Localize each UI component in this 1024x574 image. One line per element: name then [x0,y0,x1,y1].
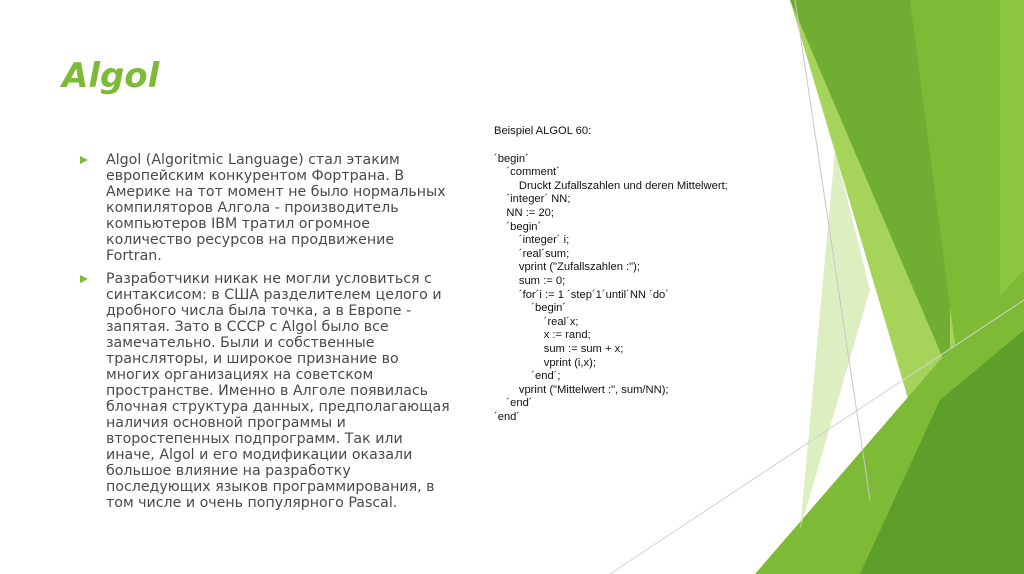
code-line: NN := 20; [494,206,555,219]
bullet-item [80,152,452,264]
code-line: ´end´ [494,397,533,410]
code-line: x := rand; [494,329,591,342]
code-line: ´real´x; [494,315,579,328]
code-line: ´integer´ i; [494,234,570,247]
code-line: vprint ("Zufallszahlen :"); [494,261,640,274]
code-example [494,125,754,424]
code-line: vprint ("Mittelwert :", sum/NN); [494,383,669,396]
code-line: ´real´sum; [494,247,570,260]
bullet-text: Algol (Algoritmic Language) стал этаким европейским конкурентом Фортрана. В Америке на тот момент не было нормальных компиляторов Алгола - производитель компьютеров IBM тратил огромное количество ресурсов на продвижение Fortran. [106,152,446,264]
code-line: ´begin´ [494,220,542,233]
code-line: sum := 0; [494,274,566,287]
bullet-text: Разработчики никак не могли условиться с синтаксисом: в США разделителем целого и дробного числа была точка, а в Европе - запятая. Зато в СССР с Algol было все замечательно. Были и собственные трансляторы, и широкое признание во многих организациях на советском пространстве. Именно в Алголе появилась блочная структура данных, предполагающая наличия основной программы и второстепенных подпрограмм. Так или иначе, Algol и его модификации оказали большое влияние на разработку последующих языков программирования, в том числе и очень популярного Pascal. [106,271,450,511]
code-line: ´integer´ NN; [494,193,571,206]
code-line: ´comment´ [494,166,560,179]
slide-title: Algol [62,56,160,96]
bullet-list [80,152,452,518]
code-line: ´for´i := 1 ´step´1´until´NN ´do´ [494,288,670,301]
code-line: ´begin´ [494,152,529,165]
code-line: Druckt Zufallszahlen und deren Mittelwert; [494,179,728,192]
code-line: ´end´ [494,410,521,423]
code-line: ´end´; [494,370,561,383]
code-example-title: Beispiel ALGOL 60: [494,125,592,137]
code-line: ´begin´ [494,302,567,315]
triangle-bullet-icon [80,275,88,283]
code-line: sum := sum + x; [494,342,624,355]
code-line: vprint (i,x); [494,356,596,369]
triangle-bullet-icon [80,156,88,164]
bullet-item [80,271,452,511]
